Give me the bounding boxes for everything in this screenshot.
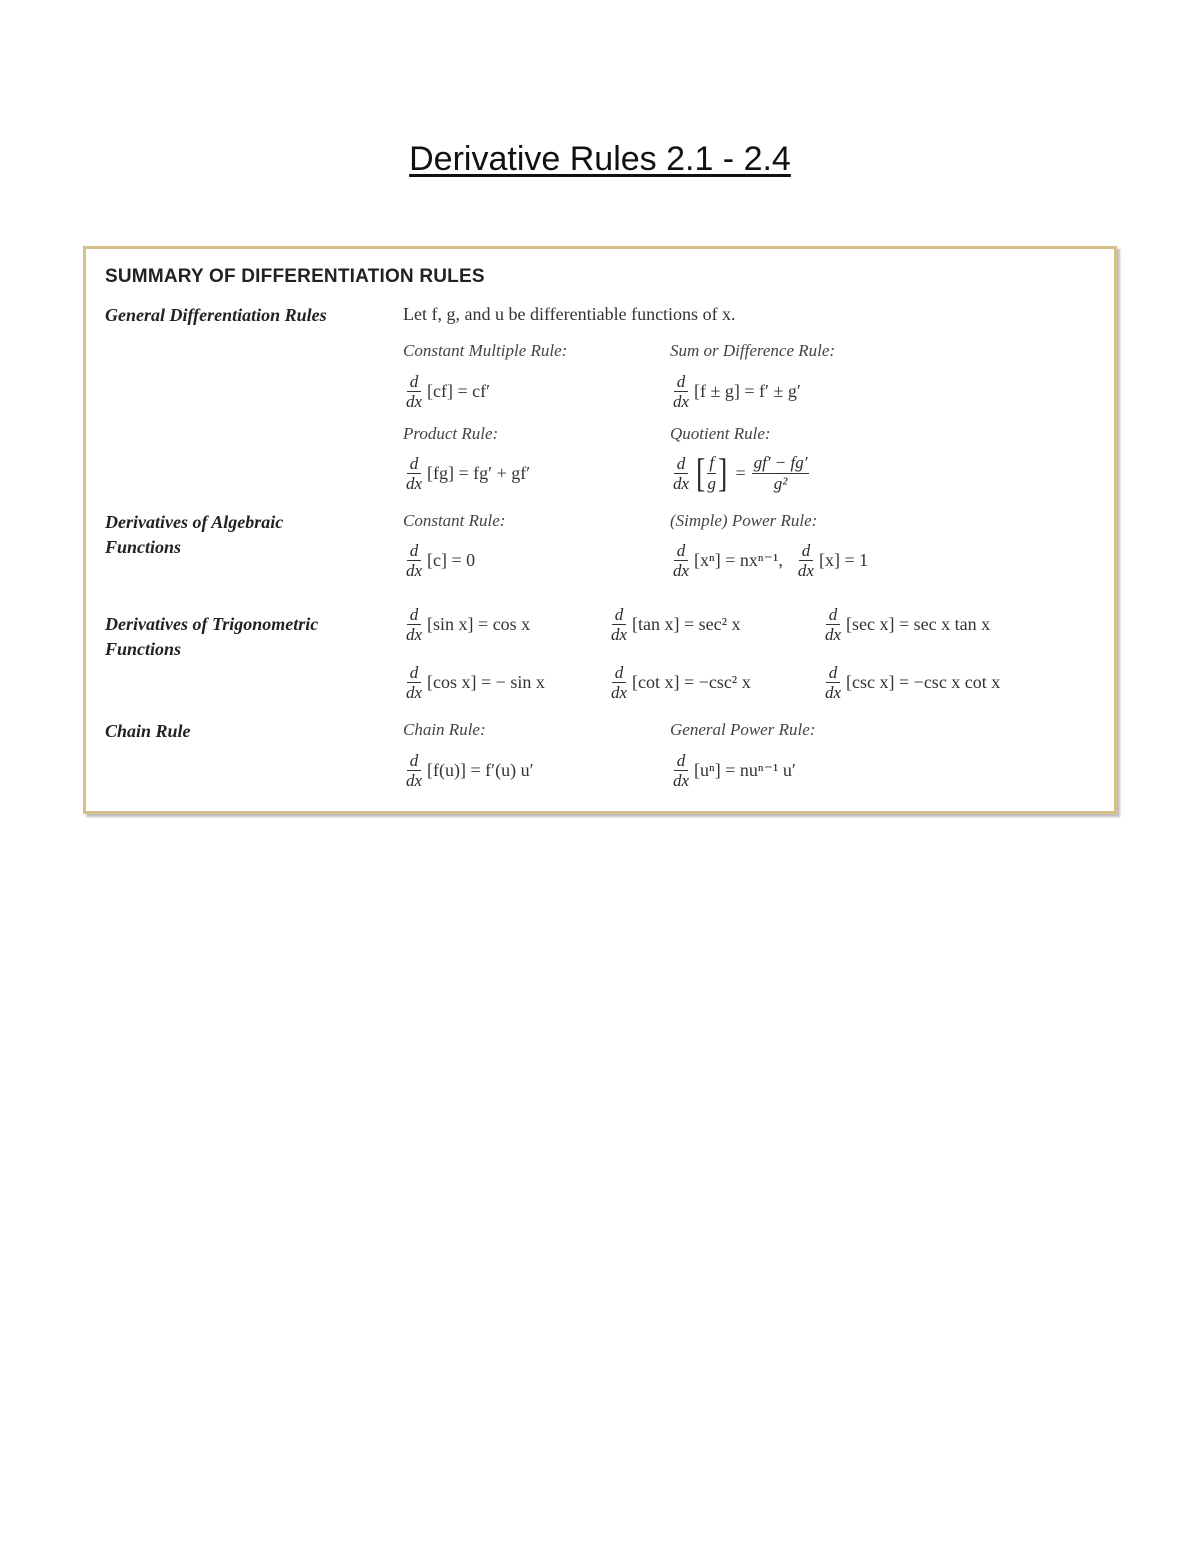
constant-rule-formula: $\frac{d}{dx}$ [c] = 0 (403, 538, 475, 582)
ddx-operator: $\frac{d}{dx}$ (406, 540, 423, 580)
ddx-operator: $\frac{d}{dx}$ (406, 662, 423, 702)
page-title: Derivative Rules 2.1 - 2.4 (409, 140, 791, 178)
chain-rule-formula: $\frac{d}{dx}$ [f(u)] = f′(u) u′ (403, 748, 534, 792)
ddx-operator: $\frac{d}{dx}$ (797, 540, 814, 580)
ddx-operator: $\frac{d}{dx}$ (406, 371, 423, 411)
ddx-operator: $\frac{d}{dx}$ (673, 371, 690, 411)
simple-power-label: (Simple) Power Rule: (670, 511, 818, 530)
sum-difference-formula: $\frac{d}{dx}$ [f ± g] = f′ ± g′ (670, 369, 801, 413)
sec-formula: $\frac{d}{dx}$ [sec x] = sec x tan x (822, 602, 990, 646)
quotient-formula: $\frac{d}{dx}$ [ f g ] = $\frac{gf' - fg'}{\text{g²}}$ (670, 451, 809, 495)
constant-multiple-label: Constant Multiple Rule: (403, 341, 568, 360)
category-chain: Chain Rule (105, 721, 191, 741)
constant-rule-label: Constant Rule: (403, 511, 506, 530)
cot-formula: $\frac{d}{dx}$ [cot x] = −csc² x (608, 660, 751, 704)
ddx-operator: $\frac{d}{dx}$ (406, 750, 423, 790)
category-algebraic: Derivatives of Algebraic Functions (105, 512, 284, 557)
ddx-operator: $\frac{d}{dx}$ (825, 604, 842, 644)
sum-difference-label: Sum or Difference Rule: (670, 341, 836, 360)
general-power-formula: $\frac{d}{dx}$ [uⁿ] = nuⁿ⁻¹ u′ (670, 748, 796, 792)
sin-formula: $\frac{d}{dx}$ [sin x] = cos x (403, 602, 530, 646)
ddx-operator: $\frac{d}{dx}$ (673, 540, 690, 580)
ddx-operator: $\frac{d}{dx}$ (673, 453, 690, 493)
product-formula: $\frac{d}{dx}$ [fg] = fg′ + gf′ (403, 451, 530, 495)
category-general: General Differentiation Rules (105, 305, 327, 325)
ddx-operator: $\frac{d}{dx}$ (611, 604, 628, 644)
general-power-label: General Power Rule: (670, 720, 816, 739)
intro-text: Let f, g, and u be differentiable functions of x. (403, 304, 736, 324)
ddx-operator: $\frac{d}{dx}$ (611, 662, 628, 702)
category-trig: Derivatives of Trigonometric Functions (105, 614, 319, 659)
ddx-operator: $\frac{d}{dx}$ (673, 750, 690, 790)
summary-title: SUMMARY OF DIFFERENTIATION RULES (105, 266, 485, 287)
ddx-operator: $\frac{d}{dx}$ (406, 604, 423, 644)
csc-formula: $\frac{d}{dx}$ [csc x] = −csc x cot x (822, 660, 1000, 704)
chain-rule-label: Chain Rule: (403, 720, 486, 739)
tan-formula: $\frac{d}{dx}$ [tan x] = sec² x (608, 602, 741, 646)
constant-multiple-formula: $\frac{d}{dx}$ [cf] = cf′ (403, 369, 490, 413)
ddx-operator: $\frac{d}{dx}$ (406, 453, 423, 493)
cos-formula: $\frac{d}{dx}$ [cos x] = − sin x (403, 660, 545, 704)
quotient-label: Quotient Rule: (670, 424, 771, 443)
simple-power-formula: $\frac{d}{dx}$ [xⁿ] = nxⁿ⁻¹, $\frac{d}{dx}$ [x] = 1 (670, 538, 868, 582)
product-label: Product Rule: (403, 424, 499, 443)
ddx-operator: $\frac{d}{dx}$ (825, 662, 842, 702)
